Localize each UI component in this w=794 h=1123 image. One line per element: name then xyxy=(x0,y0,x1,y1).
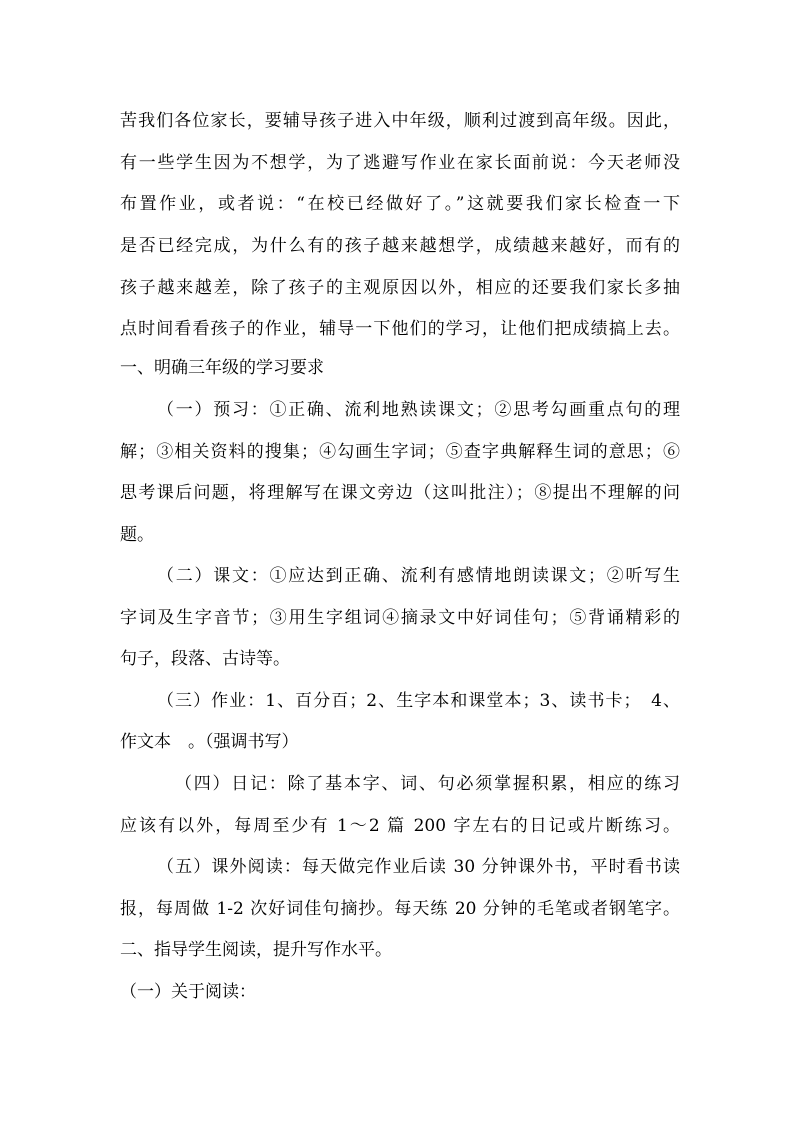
text-line: 苦我们各位家长，要辅导孩子进入中年级，顺利过渡到高年级。因此， xyxy=(120,111,680,131)
text-line: 是否已经完成，为什么有的孩子越来越想学，成绩越来越好，而有的 xyxy=(120,236,680,256)
text-line: 思考课后问题，将理解写在课文旁边（这叫批注）；⑧提出不理解的问 xyxy=(120,483,680,503)
text-line: （三）作业：1、百分百；2、生字本和课堂本；3、读书卡； 4、 xyxy=(157,691,680,711)
text-line: 句子，段落、古诗等。 xyxy=(120,649,290,669)
text-line: （四）日记：除了基本字、词、句必须掌握积累，相应的练习 xyxy=(175,774,680,794)
text-line: 解；③相关资料的搜集；④勾画生字词；⑤查字典解释生词的意思；⑥ xyxy=(120,442,680,462)
text-line: 孩子越来越差，除了孩子的主观原因以外，相应的还要我们家长多抽 xyxy=(120,278,680,298)
section-heading: 二、指导学生阅读，提升写作水平。 xyxy=(120,940,392,960)
text-line: 报，每周做 1-2 次好词佳句摘抄。每天练 20 分钟的毛笔或者钢笔字。 xyxy=(120,899,680,919)
text-line: （五）课外阅读：每天做完作业后读 30 分钟课外书，平时看书读 xyxy=(157,857,680,877)
text-line: 有一些学生因为不想学，为了逃避写作业在家长面前说：今天老师没 xyxy=(120,153,680,173)
subsection-heading: （一）关于阅读： xyxy=(120,982,256,1002)
text-line: （二）课文：①应达到正确、流利有感情地朗读课文；②听写生 xyxy=(157,566,680,586)
text-line: 作文本 。（强调书写） xyxy=(120,732,299,752)
text-line: （一）预习：①正确、流利地熟读课文；②思考勾画重点句的理 xyxy=(157,400,680,420)
text-line: 题。 xyxy=(120,525,154,545)
text-line: 布置作业，或者说：“在校已经做好了。”这就要我们家长检查一下 xyxy=(120,194,680,214)
text-line: 字词及生字音节；③用生字组词④摘录文中好词佳句；⑤背诵精彩的 xyxy=(120,608,680,628)
text-line: 点时间看看孩子的作业，辅导一下他们的学习，让他们把成绩搞上去。 xyxy=(120,319,680,339)
section-heading: 一、明确三年级的学习要求 xyxy=(120,358,324,378)
text-line: 应该有以外，每周至少有 1～2 篇 200 字左右的日记或片断练习。 xyxy=(120,816,680,836)
